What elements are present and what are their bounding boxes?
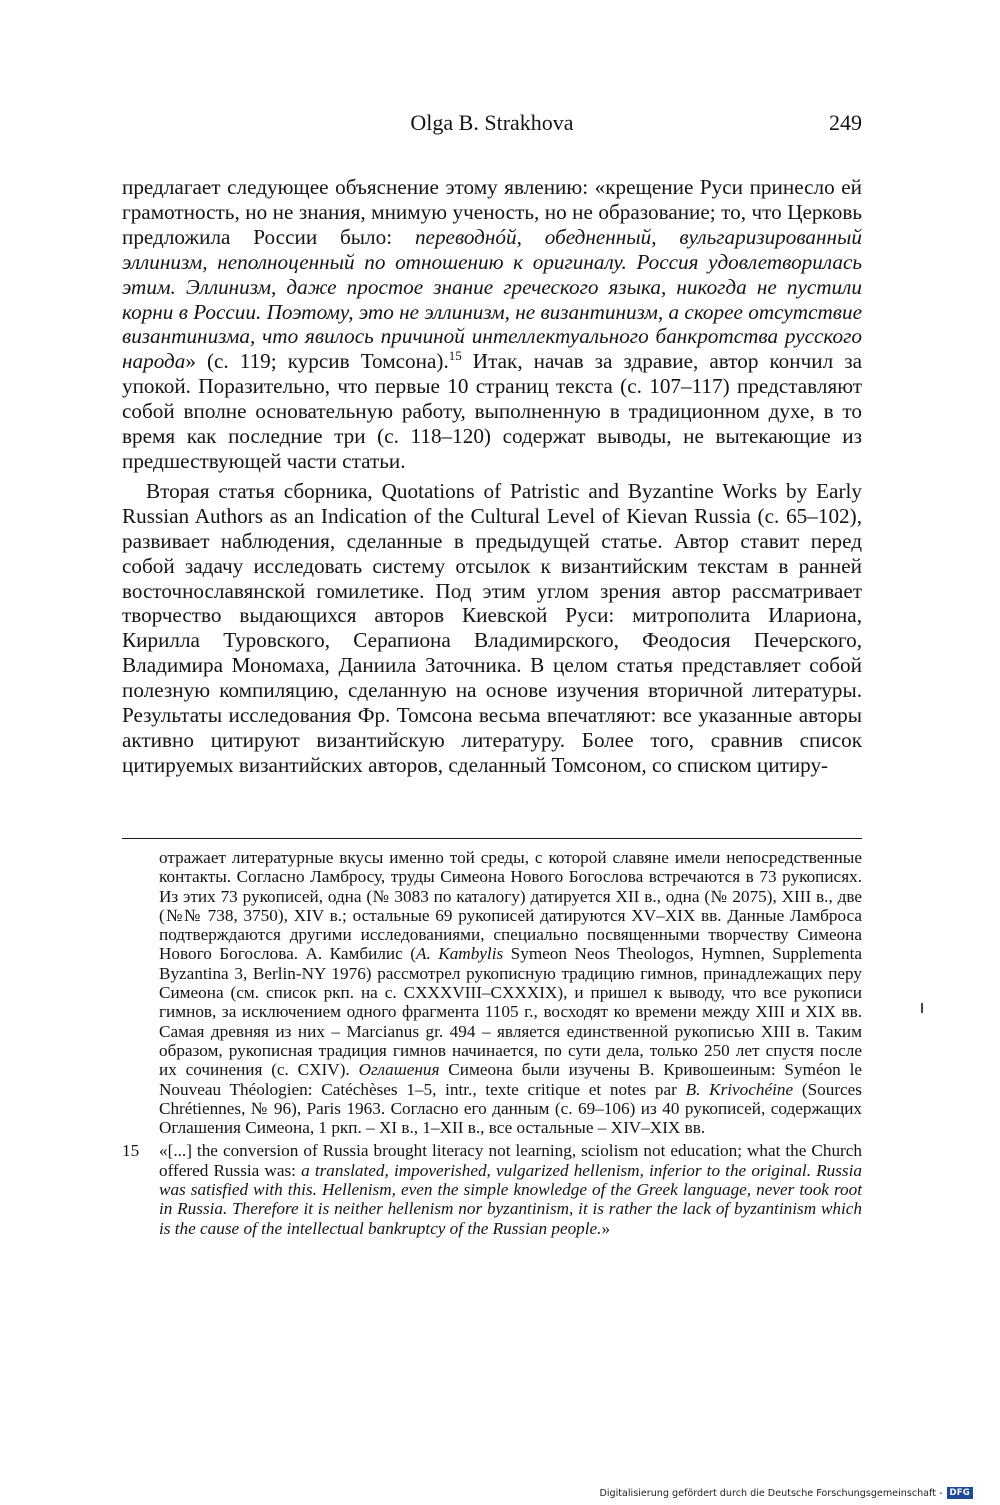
digitization-credit <box>599 1487 973 1499</box>
fn-cont-segment: Symeon Neos Theologos, Hymnen, Supplementa Byzantina 3, Berlin-NY 1976) рассмотрел рукописную традицию гимнов, принадлежащих перу Симеона (см. список ркп. на с. CXXXVIII–CXXXIX), и пришел к выводу, что все рукописи гимнов, за исключением одного фрагмента 1105 г., восходят ко времени между XIII и XIX вв. Самая древняя из них – Marcianus gr. 494 – является единственной рукописью XIII в. Таким образом, рукописная традиция гимнов начинается, по сути дела, только 250 лет спустя после их сочинения (с. CXIV). <box>159 944 863 1080</box>
fn-cont-segment: отражает литературные вкусы именно той среды, с которой славяне имели непосредственные контакты. Согласно Ламбросу, труды Симеона Нового Богослова встречаются в 73 рукописях. Из этих 73 рукописей, одна (№ 3083 по каталогу) датируется XII в., одна (№ 2075), XIII в., две (№№ 738, 3750), XIV в.; остальные 69 рукописей датируются XV–XIX вв. Данные Ламброса подтверждаются другими исследованиями, специально посвященными творчеству Симеона Нового Богослова. А. Камбилис ( <box>159 848 862 964</box>
fn15-italic-segment: a translated, impoverished, vulgarized hellenism, inferior to the original. Russia was satisfied with this. Hellenism, even the simple knowledge of the Greek language, never took root in Russia. Therefore it is neither hellenism nor byzantinism, it is rather the lack of byzantinism which is the cause of the intellectual bankruptcy of the Russian people. <box>159 1160 862 1238</box>
p1-segment: предлагает следующее объяснение этому явлению: «крещение Руси принесло ей грамотность, но не знания, мнимую ученость, но не образование; то, что Церковь предложила России было: <box>122 175 862 249</box>
credit-text: Digitalisierung gefördert durch die Deutsche Forschungsgemeinschaft - <box>599 1487 943 1499</box>
p1-segment: Итак, начав за здравие, автор кончил за упокой. Поразительно, что первые 10 страниц текста (с. 107–117) представляют собой вполне основательную работу, выполненную в традиционном духе, в то время как последние три (с. 118–120) содержат выводы, не вытекающие из предшествующей части статьи. <box>122 349 863 473</box>
fn15-segment: «[...] the conversion of Russia brought literacy not learning, sciolism not education; what the Church offered Russia was: <box>159 1141 862 1180</box>
footnotes <box>122 848 862 1238</box>
running-header <box>122 110 862 142</box>
fn15-segment: » <box>601 1218 611 1238</box>
footnote-ref-15: 15 <box>448 348 462 364</box>
fn-cont-italic-segment: A. Kambylis <box>415 944 504 964</box>
fn-cont-segment: (Sources Chrétiennes, № 96), Paris 1963. Согласно его данным (с. 69–106) из 40 рукописей, содержащих Оглашения Симеона, 1 ркп. – XI в., 1–XII в., все остальные – XIV–XIX вв. <box>159 1079 862 1138</box>
dfg-logo: DFG <box>947 1487 973 1499</box>
paragraph-2: Вторая статья сборника, Quotations of Patristic and Byzantine Works by Early Russian Authors as an Indication of the Cultural Level of Kievan Russia (с. 65–102), развивает наблюдения, сделанные в предыдущей статье. Автор ставит перед собой задачу исследовать систему отсылок к византийским текстам в ранней восточнославянской гомилетике. Под этим углом зрения автор рассматривает творчество выдающихся авторов Киевской Руси: митрополита Илариона, Кирилла Туровского, Серапиона Владимирского, Феодосия Печерского, Владимира Мономаха, Даниила Заточника. В целом статья представляет собой полезную компиляцию, сделанную на основе изучения вторичной литературы. Результаты исследования Фр. Томсона весьма впечатляют: все указанные авторы активно цитируют византийскую литературу. Более того, сравнив список цитируемых византийских авторов, сделанный Томсоном, со списком цитиру- <box>122 478 862 777</box>
footnote-continued <box>159 848 862 1137</box>
fn-cont-segment: Симеона были изучены В. Кривошеиным: Syméon le Nouveau Théologien: Catéchèses 1–5, intr., texte critique et notes par <box>159 1060 862 1099</box>
footnote-number: 15 <box>122 1141 140 1161</box>
p1-segment: » (с. 119; курсив Томсона). <box>185 349 449 374</box>
footnote-rule <box>122 838 862 839</box>
running-head-author: Olga B. Strakhova <box>410 110 574 135</box>
footnote-15-text <box>159 1141 862 1237</box>
footnote-15 <box>122 1141 862 1238</box>
scan-mark <box>921 1003 923 1013</box>
paragraph-1 <box>122 175 862 474</box>
fn-cont-italic-segment: Оглашения <box>358 1060 440 1080</box>
page-number: 249 <box>829 110 862 135</box>
main-text <box>122 175 862 778</box>
fn-cont-italic-segment: B. Krivochéine <box>685 1079 794 1099</box>
p1-italic-segment: переводнóй, обедненный, вульгаризированный эллинизм, неполноценный по отношению к оригиналу. Россия удовлетворилась этим. Эллинизм, даже простое знание греческого языка, никогда не пустили корни в России. Поэтому, это не эллинизм, не византинизм, а скорее отсутствие византинизма, что явилось причиной интеллектуального банкротства русского народа <box>122 224 862 374</box>
